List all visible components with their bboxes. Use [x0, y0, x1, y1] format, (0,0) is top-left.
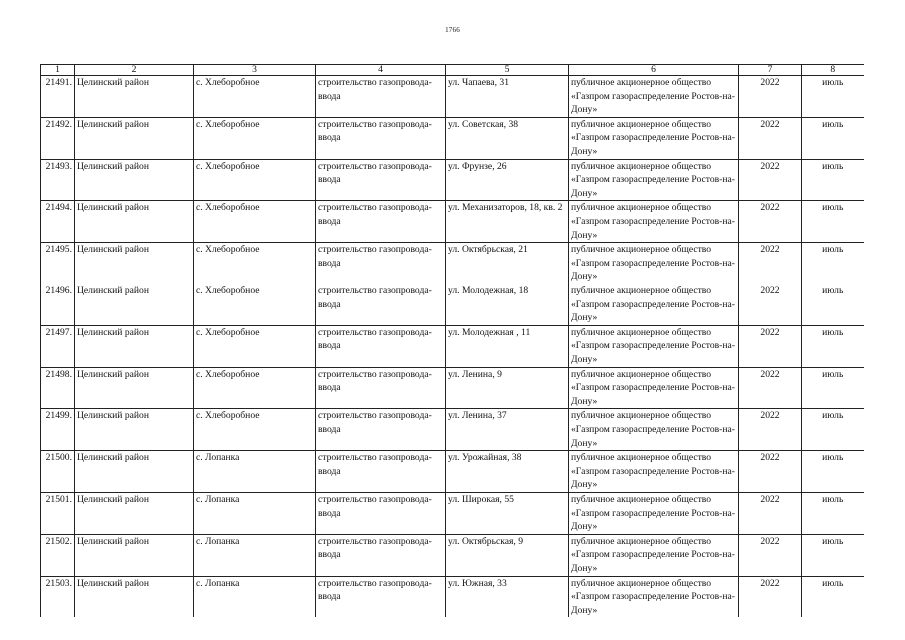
settlement-cell: с. Хлеборобное — [194, 367, 316, 409]
row-number-cell: 21494. — [41, 201, 75, 243]
settlement-cell: с. Лопанка — [194, 576, 316, 617]
year-cell: 2022 — [739, 367, 802, 409]
settlement-cell: с. Хлеборобное — [194, 325, 316, 367]
address-cell: ул. Урожайная, 38 — [446, 451, 569, 493]
page-number: 1766 — [445, 26, 460, 34]
work-type-cell: строительство газопровода-ввода — [316, 534, 446, 576]
organization-cell: публичное акционерное общество «Газпром газораспределение Ростов-на-Дону» — [569, 76, 739, 118]
address-cell: ул. Молодежная, 18 — [446, 284, 569, 325]
column-number-7: 7 — [739, 65, 802, 76]
settlement-cell: с. Хлеборобное — [194, 159, 316, 201]
month-cell: июль — [802, 159, 864, 201]
row-number-cell: 21493. — [41, 159, 75, 201]
settlement-cell: с. Лопанка — [194, 534, 316, 576]
district-cell: Целинский район — [75, 159, 194, 201]
table-row — [41, 243, 864, 284]
district-cell: Целинский район — [75, 576, 194, 617]
address-cell: ул. Молодежная , 11 — [446, 325, 569, 367]
column-number-header-row — [41, 65, 864, 76]
address-cell: ул. Ленина, 37 — [446, 409, 569, 451]
column-number-5: 5 — [446, 65, 569, 76]
year-cell: 2022 — [739, 534, 802, 576]
year-cell: 2022 — [739, 117, 802, 159]
row-number-cell: 21496. — [41, 284, 75, 325]
work-type-cell: строительство газопровода-ввода — [316, 284, 446, 325]
table-row — [41, 76, 864, 118]
settlement-cell: с. Лопанка — [194, 451, 316, 493]
month-cell: июль — [802, 325, 864, 367]
address-cell: ул. Широкая, 55 — [446, 492, 569, 534]
year-cell: 2022 — [739, 451, 802, 493]
column-number-8: 8 — [802, 65, 864, 76]
row-number-cell: 21500. — [41, 451, 75, 493]
month-cell: июль — [802, 451, 864, 493]
address-cell: ул. Чапаева, 31 — [446, 76, 569, 118]
table-row — [41, 325, 864, 367]
address-cell: ул. Механизаторов, 18, кв. 2 — [446, 201, 569, 243]
row-number-cell: 21492. — [41, 117, 75, 159]
column-number-4: 4 — [316, 65, 446, 76]
table-row — [41, 451, 864, 493]
row-number-cell: 21499. — [41, 409, 75, 451]
work-type-cell: строительство газопровода-ввода — [316, 409, 446, 451]
table-row — [41, 409, 864, 451]
organization-cell: публичное акционерное общество «Газпром газораспределение Ростов-на-Дону» — [569, 534, 739, 576]
year-cell: 2022 — [739, 325, 802, 367]
district-cell: Целинский район — [75, 201, 194, 243]
year-cell: 2022 — [739, 492, 802, 534]
organization-cell: публичное акционерное общество «Газпром газораспределение Ростов-на-Дону» — [569, 284, 739, 325]
address-cell: ул. Фрунзе, 26 — [446, 159, 569, 201]
table-row — [41, 492, 864, 534]
settlement-cell: с. Хлеборобное — [194, 76, 316, 118]
organization-cell: публичное акционерное общество «Газпром газораспределение Ростов-на-Дону» — [569, 492, 739, 534]
month-cell: июль — [802, 284, 864, 325]
row-number-cell: 21498. — [41, 367, 75, 409]
work-type-cell: строительство газопровода-ввода — [316, 576, 446, 617]
district-cell: Целинский район — [75, 492, 194, 534]
organization-cell: публичное акционерное общество «Газпром газораспределение Ростов-на-Дону» — [569, 325, 739, 367]
district-cell: Целинский район — [75, 117, 194, 159]
table-row — [41, 117, 864, 159]
district-cell: Целинский район — [75, 284, 194, 325]
organization-cell: публичное акционерное общество «Газпром газораспределение Ростов-на-Дону» — [569, 409, 739, 451]
month-cell: июль — [802, 243, 864, 284]
register-rows — [41, 76, 864, 618]
month-cell: июль — [802, 117, 864, 159]
settlement-cell: с. Хлеборобное — [194, 284, 316, 325]
work-type-cell: строительство газопровода-ввода — [316, 325, 446, 367]
table-row — [41, 201, 864, 243]
settlement-cell: с. Хлеборобное — [194, 201, 316, 243]
table-row — [41, 159, 864, 201]
organization-cell: публичное акционерное общество «Газпром газораспределение Ростов-на-Дону» — [569, 451, 739, 493]
row-number-cell: 21497. — [41, 325, 75, 367]
district-cell: Целинский район — [75, 409, 194, 451]
register-table — [40, 64, 864, 617]
work-type-cell: строительство газопровода-ввода — [316, 243, 446, 284]
organization-cell: публичное акционерное общество «Газпром газораспределение Ростов-на-Дону» — [569, 243, 739, 284]
address-cell: ул. Октябрьская, 21 — [446, 243, 569, 284]
district-cell: Целинский район — [75, 367, 194, 409]
month-cell: июль — [802, 576, 864, 617]
work-type-cell: строительство газопровода-ввода — [316, 117, 446, 159]
district-cell: Целинский район — [75, 325, 194, 367]
work-type-cell: строительство газопровода-ввода — [316, 367, 446, 409]
month-cell: июль — [802, 76, 864, 118]
row-number-cell: 21503. — [41, 576, 75, 617]
column-number-6: 6 — [569, 65, 739, 76]
table-row — [41, 284, 864, 325]
year-cell: 2022 — [739, 409, 802, 451]
organization-cell: публичное акционерное общество «Газпром газораспределение Ростов-на-Дону» — [569, 576, 739, 617]
settlement-cell: с. Хлеборобное — [194, 117, 316, 159]
district-cell: Целинский район — [75, 534, 194, 576]
settlement-cell: с. Хлеборобное — [194, 243, 316, 284]
work-type-cell: строительство газопровода-ввода — [316, 492, 446, 534]
district-cell: Целинский район — [75, 243, 194, 284]
address-cell: ул. Ленина, 9 — [446, 367, 569, 409]
work-type-cell: строительство газопровода-ввода — [316, 201, 446, 243]
address-cell: ул. Советская, 38 — [446, 117, 569, 159]
address-cell: ул. Октябрьская, 9 — [446, 534, 569, 576]
column-number-2: 2 — [75, 65, 194, 76]
row-number-cell: 21502. — [41, 534, 75, 576]
column-number-1: 1 — [41, 65, 75, 76]
work-type-cell: строительство газопровода-ввода — [316, 451, 446, 493]
table-row — [41, 367, 864, 409]
year-cell: 2022 — [739, 76, 802, 118]
month-cell: июль — [802, 534, 864, 576]
organization-cell: публичное акционерное общество «Газпром газораспределение Ростов-на-Дону» — [569, 201, 739, 243]
year-cell: 2022 — [739, 201, 802, 243]
district-cell: Целинский район — [75, 451, 194, 493]
year-cell: 2022 — [739, 284, 802, 325]
table-row — [41, 576, 864, 617]
column-number-3: 3 — [194, 65, 316, 76]
row-number-cell: 21501. — [41, 492, 75, 534]
month-cell: июль — [802, 409, 864, 451]
organization-cell: публичное акционерное общество «Газпром газораспределение Ростов-на-Дону» — [569, 117, 739, 159]
address-cell: ул. Южная, 33 — [446, 576, 569, 617]
settlement-cell: с. Хлеборобное — [194, 409, 316, 451]
district-cell: Целинский район — [75, 76, 194, 118]
month-cell: июль — [802, 492, 864, 534]
year-cell: 2022 — [739, 576, 802, 617]
row-number-cell: 21491. — [41, 76, 75, 118]
row-number-cell: 21495. — [41, 243, 75, 284]
settlement-cell: с. Лопанка — [194, 492, 316, 534]
organization-cell: публичное акционерное общество «Газпром газораспределение Ростов-на-Дону» — [569, 159, 739, 201]
organization-cell: публичное акционерное общество «Газпром газораспределение Ростов-на-Дону» — [569, 367, 739, 409]
year-cell: 2022 — [739, 243, 802, 284]
work-type-cell: строительство газопровода-ввода — [316, 159, 446, 201]
work-type-cell: строительство газопровода-ввода — [316, 76, 446, 118]
table-row — [41, 534, 864, 576]
month-cell: июль — [802, 201, 864, 243]
month-cell: июль — [802, 367, 864, 409]
year-cell: 2022 — [739, 159, 802, 201]
